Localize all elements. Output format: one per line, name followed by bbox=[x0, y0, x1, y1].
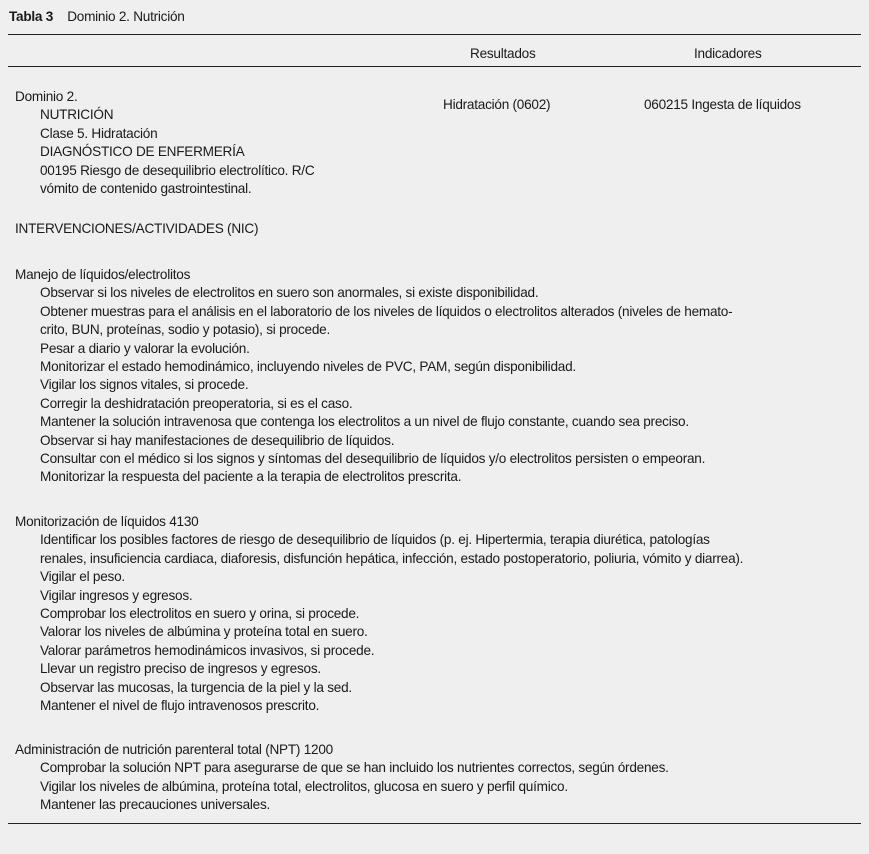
activity: renales, insuficiencia cardiaca, diaforesis, disfunción hepática, infección, estado postoperatorio, poliuria, vómito y diarrea). bbox=[40, 550, 744, 566]
activity: Monitorizar la respuesta del paciente a la terapia de electrolitos prescrita. bbox=[40, 469, 462, 485]
activity: Pesar a diario y valorar la evolución. bbox=[40, 340, 250, 356]
domain-line: DIAGNÓSTICO DE ENFERMERÍA bbox=[40, 144, 245, 160]
activity: Llevar un registro preciso de ingresos y egresos. bbox=[40, 661, 321, 677]
activity: Vigilar ingresos y egresos. bbox=[40, 587, 193, 603]
domain-line: 00195 Riesgo de desequilibrio electrolítico. R/C bbox=[40, 162, 315, 178]
activity: Observar las mucosas, la turgencia de la piel y la sed. bbox=[40, 679, 352, 695]
activity: Comprobar la solución NPT para asegurarse de que se han incluido los nutrientes correctos, según órdenes. bbox=[40, 760, 669, 776]
bottom-rule bbox=[8, 823, 861, 824]
activity: Valorar los niveles de albúmina y proteína total en suero. bbox=[40, 624, 368, 640]
header-resultados: Resultados bbox=[470, 46, 536, 61]
top-rule bbox=[8, 34, 861, 35]
domain-line: Dominio 2. bbox=[15, 89, 78, 104]
activity: Obtener muestras para el análisis en el laboratorio de los niveles de líquidos o electrolitos alterados (niveles de hemato- bbox=[40, 303, 733, 319]
domain-line: vómito de contenido gastrointestinal. bbox=[40, 180, 252, 196]
activity: Mantener el nivel de flujo intravenosos prescrito. bbox=[40, 697, 320, 713]
activity: Valorar parámetros hemodinámicos invasivos, si procede. bbox=[40, 642, 375, 658]
domain-line: Clase 5. Hidratación bbox=[40, 125, 158, 141]
table-label: Tabla 3 bbox=[9, 9, 54, 24]
activity: Consultar con el médico si los signos y síntomas del desequilibrio de líquidos y/o electrolitos persisten o empeoran. bbox=[40, 450, 706, 466]
activity: Observar si hay manifestaciones de desequilibrio de líquidos. bbox=[40, 432, 395, 448]
activity: Identificar los posibles factores de riesgo de desequilibrio de líquidos (p. ej. Hipertermia, terapia diurética, patologías bbox=[40, 532, 710, 548]
activity: Comprobar los electrolitos en suero y orina, si procede. bbox=[40, 605, 360, 621]
activity: Vigilar los signos vitales, si procede. bbox=[40, 377, 249, 393]
table-title: Dominio 2. Nutrición bbox=[67, 9, 185, 24]
activity: Corregir la deshidratación preoperatoria, si es el caso. bbox=[40, 395, 353, 411]
domain-block bbox=[15, 88, 314, 198]
activity: Vigilar los niveles de albúmina, proteína total, electrolitos, glucosa en suero y perfil químico. bbox=[40, 778, 568, 794]
table-caption bbox=[9, 9, 185, 24]
header-indicadores: Indicadores bbox=[694, 46, 762, 61]
activity: crito, BUN, proteínas, sodio y potasio), si procede. bbox=[40, 322, 330, 338]
activity: Vigilar el peso. bbox=[40, 569, 125, 585]
activity: Observar si los niveles de electrolitos en suero son anormales, si existe disponibilidad. bbox=[40, 285, 539, 301]
header-rule bbox=[8, 66, 861, 67]
activity: Monitorizar el estado hemodinámico, incluyendo niveles de PVC, PAM, según disponibilidad. bbox=[40, 358, 576, 374]
section-title: Manejo de líquidos/electrolitos bbox=[15, 267, 191, 282]
section-title: Administración de nutrición parenteral total (NPT) 1200 bbox=[15, 742, 333, 757]
section-title: Monitorización de líquidos 4130 bbox=[15, 514, 199, 529]
resultado-cell: Hidratación (0602) bbox=[443, 97, 551, 112]
interventions-heading: INTERVENCIONES/ACTIVIDADES (NIC) bbox=[15, 221, 259, 236]
indicador-cell: 060215 Ingesta de líquidos bbox=[644, 97, 801, 112]
activity: Mantener la solución intravenosa que contenga los electrolitos a un nivel de flujo constante, cuando sea preciso. bbox=[40, 414, 689, 430]
section-monitorizacion bbox=[15, 513, 743, 715]
section-npt bbox=[15, 741, 669, 815]
section-manejo bbox=[15, 266, 732, 487]
activity: Mantener las precauciones universales. bbox=[40, 797, 271, 813]
domain-line: NUTRICIÓN bbox=[40, 107, 114, 123]
